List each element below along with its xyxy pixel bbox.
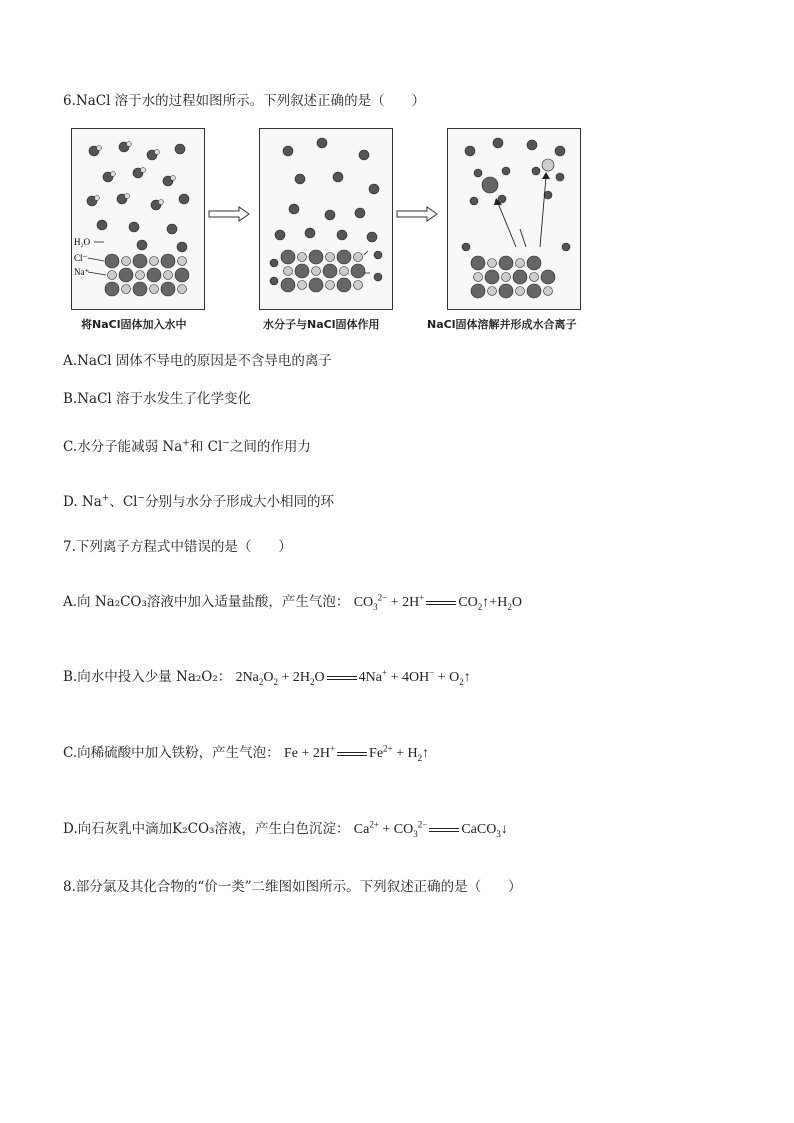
q6-option-b: B.NaCl 溶于水发生了化学变化 — [63, 391, 252, 407]
q6-option-d-pre: D. Na — [63, 494, 102, 510]
q6-option-d-post: 分别与水分子形成大小相同的环 — [145, 494, 335, 510]
q6-option-c-pre: C.水分子能减弱 Na — [63, 439, 183, 455]
panel-1-drawing — [72, 129, 204, 309]
panel-1 — [71, 128, 205, 310]
q7-option-d — [63, 820, 508, 839]
q6-option-d: D. Na+、Cl−分别与水分子形成大小相同的环 — [63, 493, 335, 510]
q6-option-d-mid: 、Cl — [109, 494, 138, 510]
process-arrow-icon — [207, 206, 251, 222]
q7-option-b-text: B.向水中投入少量 Na₂O₂： — [63, 669, 232, 685]
nacl-dissolution-figure — [63, 128, 593, 338]
caption-1: 将NaCl固体加入水中 — [81, 318, 187, 331]
h2o-label: H₂O — [74, 237, 91, 247]
q7-stem: 7.下列离子方程式中错误的是（ ） — [63, 539, 292, 555]
caption-3: NaCl固体溶解并形成水合离子 — [427, 318, 577, 331]
panel-3 — [447, 128, 581, 310]
panel-2-drawing — [260, 129, 392, 309]
q7-option-a-text: A.向 Na₂CO₃溶液中加入适量盐酸，产生气泡： — [63, 594, 350, 610]
q6-stem: 6.NaCl 溶于水的过程如图所示。下列叙述正确的是（ ） — [63, 93, 426, 109]
process-arrow-icon — [395, 206, 439, 222]
q7-option-c — [63, 744, 429, 763]
cl-label: Cl⁻ — [74, 253, 88, 263]
panel-3-drawing — [448, 129, 580, 309]
q7-option-b — [63, 668, 471, 687]
na-label: Na⁺ — [74, 267, 90, 277]
panel-2 — [259, 128, 393, 310]
q6-option-c-mid: 和 Cl — [189, 439, 223, 455]
q7-option-c-text: C.向稀硫酸中加入铁粉，产生气泡： — [63, 745, 280, 761]
caption-2: 水分子与NaCl固体作用 — [263, 318, 380, 331]
q7-option-a — [63, 593, 522, 612]
q7-option-d-equation: $Ca^{2+} + CO_3^{2-}$ CaCO$_3$↓ — [353, 819, 508, 839]
q8-stem: 8.部分氯及其化合物的“价一类”二维图如图所示。下列叙述正确的是（ ） — [63, 879, 522, 895]
q7-option-b-equation: $2Na_2O_2 + 2H_2O$ $4Na^+ + 4OH^- + O_2↑$ — [235, 667, 471, 687]
q6-option-a: A.NaCl 固体不导电的原因是不含导电的离子 — [63, 353, 332, 369]
q7-option-c-equation: Fe + 2H+ $Fe^{2+}$ + $H_2↑$ — [283, 743, 430, 763]
q7-option-a-equation: $CO_3^{2-} + 2H^+$ $CO_2↑+H_2O$ — [353, 592, 522, 612]
q6-option-c-post: 之间的作用力 — [229, 439, 311, 455]
q7-option-d-text: D.向石灰乳中滴加K₂CO₃溶液，产生白色沉淀： — [63, 821, 350, 837]
q6-option-c: C.水分子能减弱 Na+和 Cl−之间的作用力 — [63, 438, 311, 455]
